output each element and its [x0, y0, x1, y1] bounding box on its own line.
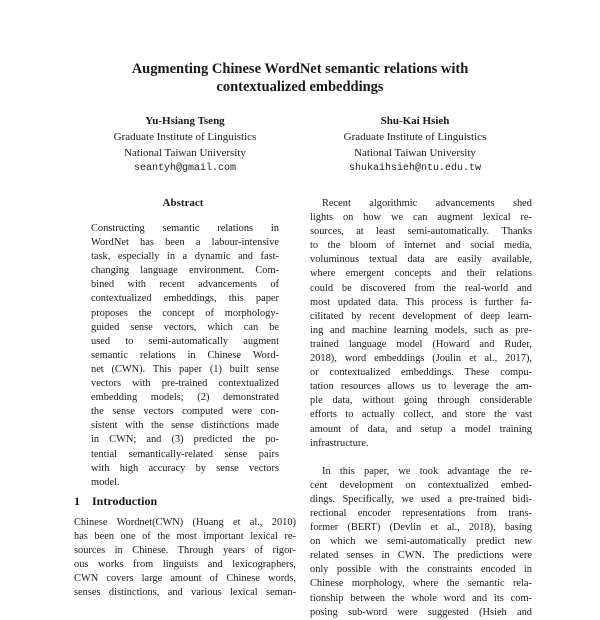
abstract-line: vectors with pre-trained contextualized — [91, 378, 279, 390]
body-line: rectional encoder representations from trans- — [310, 507, 532, 519]
body-line: to the bloom of internet and social media, — [310, 240, 532, 252]
abstract-line: the sense vectors computed were con- — [91, 406, 279, 418]
right-column — [310, 197, 532, 620]
intro-line: senses distinctions, and various lexical seman- — [74, 587, 296, 599]
abstract-line: in CWN; and (3) predicted the po- — [91, 434, 279, 446]
body-line: on which we semi-automatically predict new — [310, 536, 532, 548]
title-line-1: Augmenting Chinese WordNet semantic relations with — [131, 61, 469, 77]
abstract-line: WordNet has been a labour-intensive — [91, 237, 279, 249]
author-university: National Taiwan University — [354, 147, 476, 159]
abstract-line: embedding models; (2) demonstrated — [91, 392, 279, 404]
body-line: tionship between the whole word and its com- — [310, 592, 532, 604]
body-line: dings. Specifically, we used a pre-trained bidi- — [310, 493, 532, 505]
body-line: Recent algorithmic advancements shed — [322, 198, 532, 209]
abstract-line: model. — [91, 476, 120, 488]
body-line: or contextualized embeddings. These compu- — [310, 367, 532, 379]
body-line: efforts to actually collect, and store the vast — [310, 409, 532, 421]
author-affiliation: Graduate Institute of Linguistics — [113, 131, 257, 143]
abstract-line: semantic relations in Chinese Word- — [91, 349, 279, 361]
body-line: Chinese morphology, where the semantic rela- — [310, 578, 532, 590]
abstract-line: net (CWN). This paper (1) built sense — [91, 363, 279, 375]
abstract-line: with high accuracy by sense vectors — [91, 462, 279, 474]
intro-line: CWN covers large amount of Chinese words, — [74, 573, 296, 585]
abstract-line: tential semantically-related sense pairs — [91, 448, 279, 460]
author-name: Yu-Hsiang Tseng — [145, 115, 225, 127]
intro-line: has been one of the most important lexical re- — [74, 531, 296, 543]
author-affiliation: Graduate Institute of Linguistics — [343, 131, 487, 143]
abstract-line: changing language environment. Com- — [91, 265, 279, 277]
body-line: former (BERT) (Devlin et al., 2018), basing — [310, 522, 532, 534]
introduction-body — [74, 516, 296, 601]
abstract-line: contextualized embeddings, this paper — [91, 293, 279, 305]
author-block-1 — [60, 113, 310, 177]
body-line: could be discovered from the real-world and — [310, 282, 532, 294]
intro-line: ous works from linguists and lexicographers, — [74, 559, 296, 571]
abstract-line: bined with recent advancements of — [91, 279, 279, 291]
paragraph-2 — [310, 465, 532, 620]
body-line: cilitated by recent development of deep learn- — [310, 310, 532, 322]
section-number: 1 — [74, 494, 80, 508]
title-line-2: contextualized embeddings — [216, 79, 384, 95]
author-block-2 — [290, 113, 540, 177]
body-line: only possible with the constraints encoded in — [310, 564, 532, 576]
body-line: cent development on contextualized embed- — [310, 479, 532, 491]
intro-line: sources in Chinese. Through years of rigor- — [74, 545, 296, 557]
body-line: posing sub-word were suggested (Hsieh and — [310, 606, 532, 618]
abstract-line: task, especially in a dynamic and fast- — [91, 251, 279, 263]
author-name: Shu-Kai Hsieh — [380, 115, 450, 127]
body-line: sources, at least semi-automatically. Thanks — [310, 226, 532, 238]
section-title: Introduction — [92, 494, 158, 508]
body-line: infrastructure. — [310, 437, 369, 449]
abstract-heading: Abstract — [162, 197, 204, 209]
abstract-line: sistent with the sense distinctions made — [91, 420, 279, 432]
author-email[interactable]: shukaihsieh@ntu.edu.tw — [348, 163, 482, 174]
paper-title — [60, 60, 540, 96]
author-email[interactable]: seantyh@gmail.com — [133, 163, 237, 174]
body-line: related senses in CWN. The predictions were — [310, 550, 532, 562]
body-line: where emergent concepts and their relations — [310, 268, 532, 280]
paragraph-1 — [310, 197, 532, 451]
body-line: tation resources allows us to leverage the am- — [310, 381, 532, 393]
body-line: ple data, without going through considerable — [310, 395, 532, 407]
body-line: In this paper, we took advantage the re- — [322, 465, 532, 477]
paragraph-gap — [310, 451, 532, 465]
body-line: voluminous textual data are easily available, — [310, 254, 532, 266]
body-line: ing and machine learning models, such as pre- — [310, 324, 532, 336]
body-line: amount of data, and setup a model training — [310, 423, 532, 435]
body-line: 2018), word embeddings (Joulin et al., 2017), — [310, 353, 532, 365]
body-line: trained language model (Howard and Ruder, — [310, 338, 532, 350]
abstract-line: used to semi-automatically augment — [91, 335, 279, 347]
author-university: National Taiwan University — [124, 147, 246, 159]
body-line: most updated data. This process is further fa- — [310, 296, 532, 308]
abstract-line: Constructing semantic relations in — [91, 223, 279, 234]
intro-line: Chinese Wordnet(CWN) (Huang et al., 2010) — [74, 517, 296, 528]
abstract-body — [91, 222, 279, 490]
section-heading-introduction — [74, 494, 169, 509]
abstract-line: guided sense vectors, which can be — [91, 321, 279, 333]
body-line: lights on how we can augment lexical re- — [310, 212, 532, 224]
abstract-line: proposes the concept of morphology- — [91, 307, 279, 319]
